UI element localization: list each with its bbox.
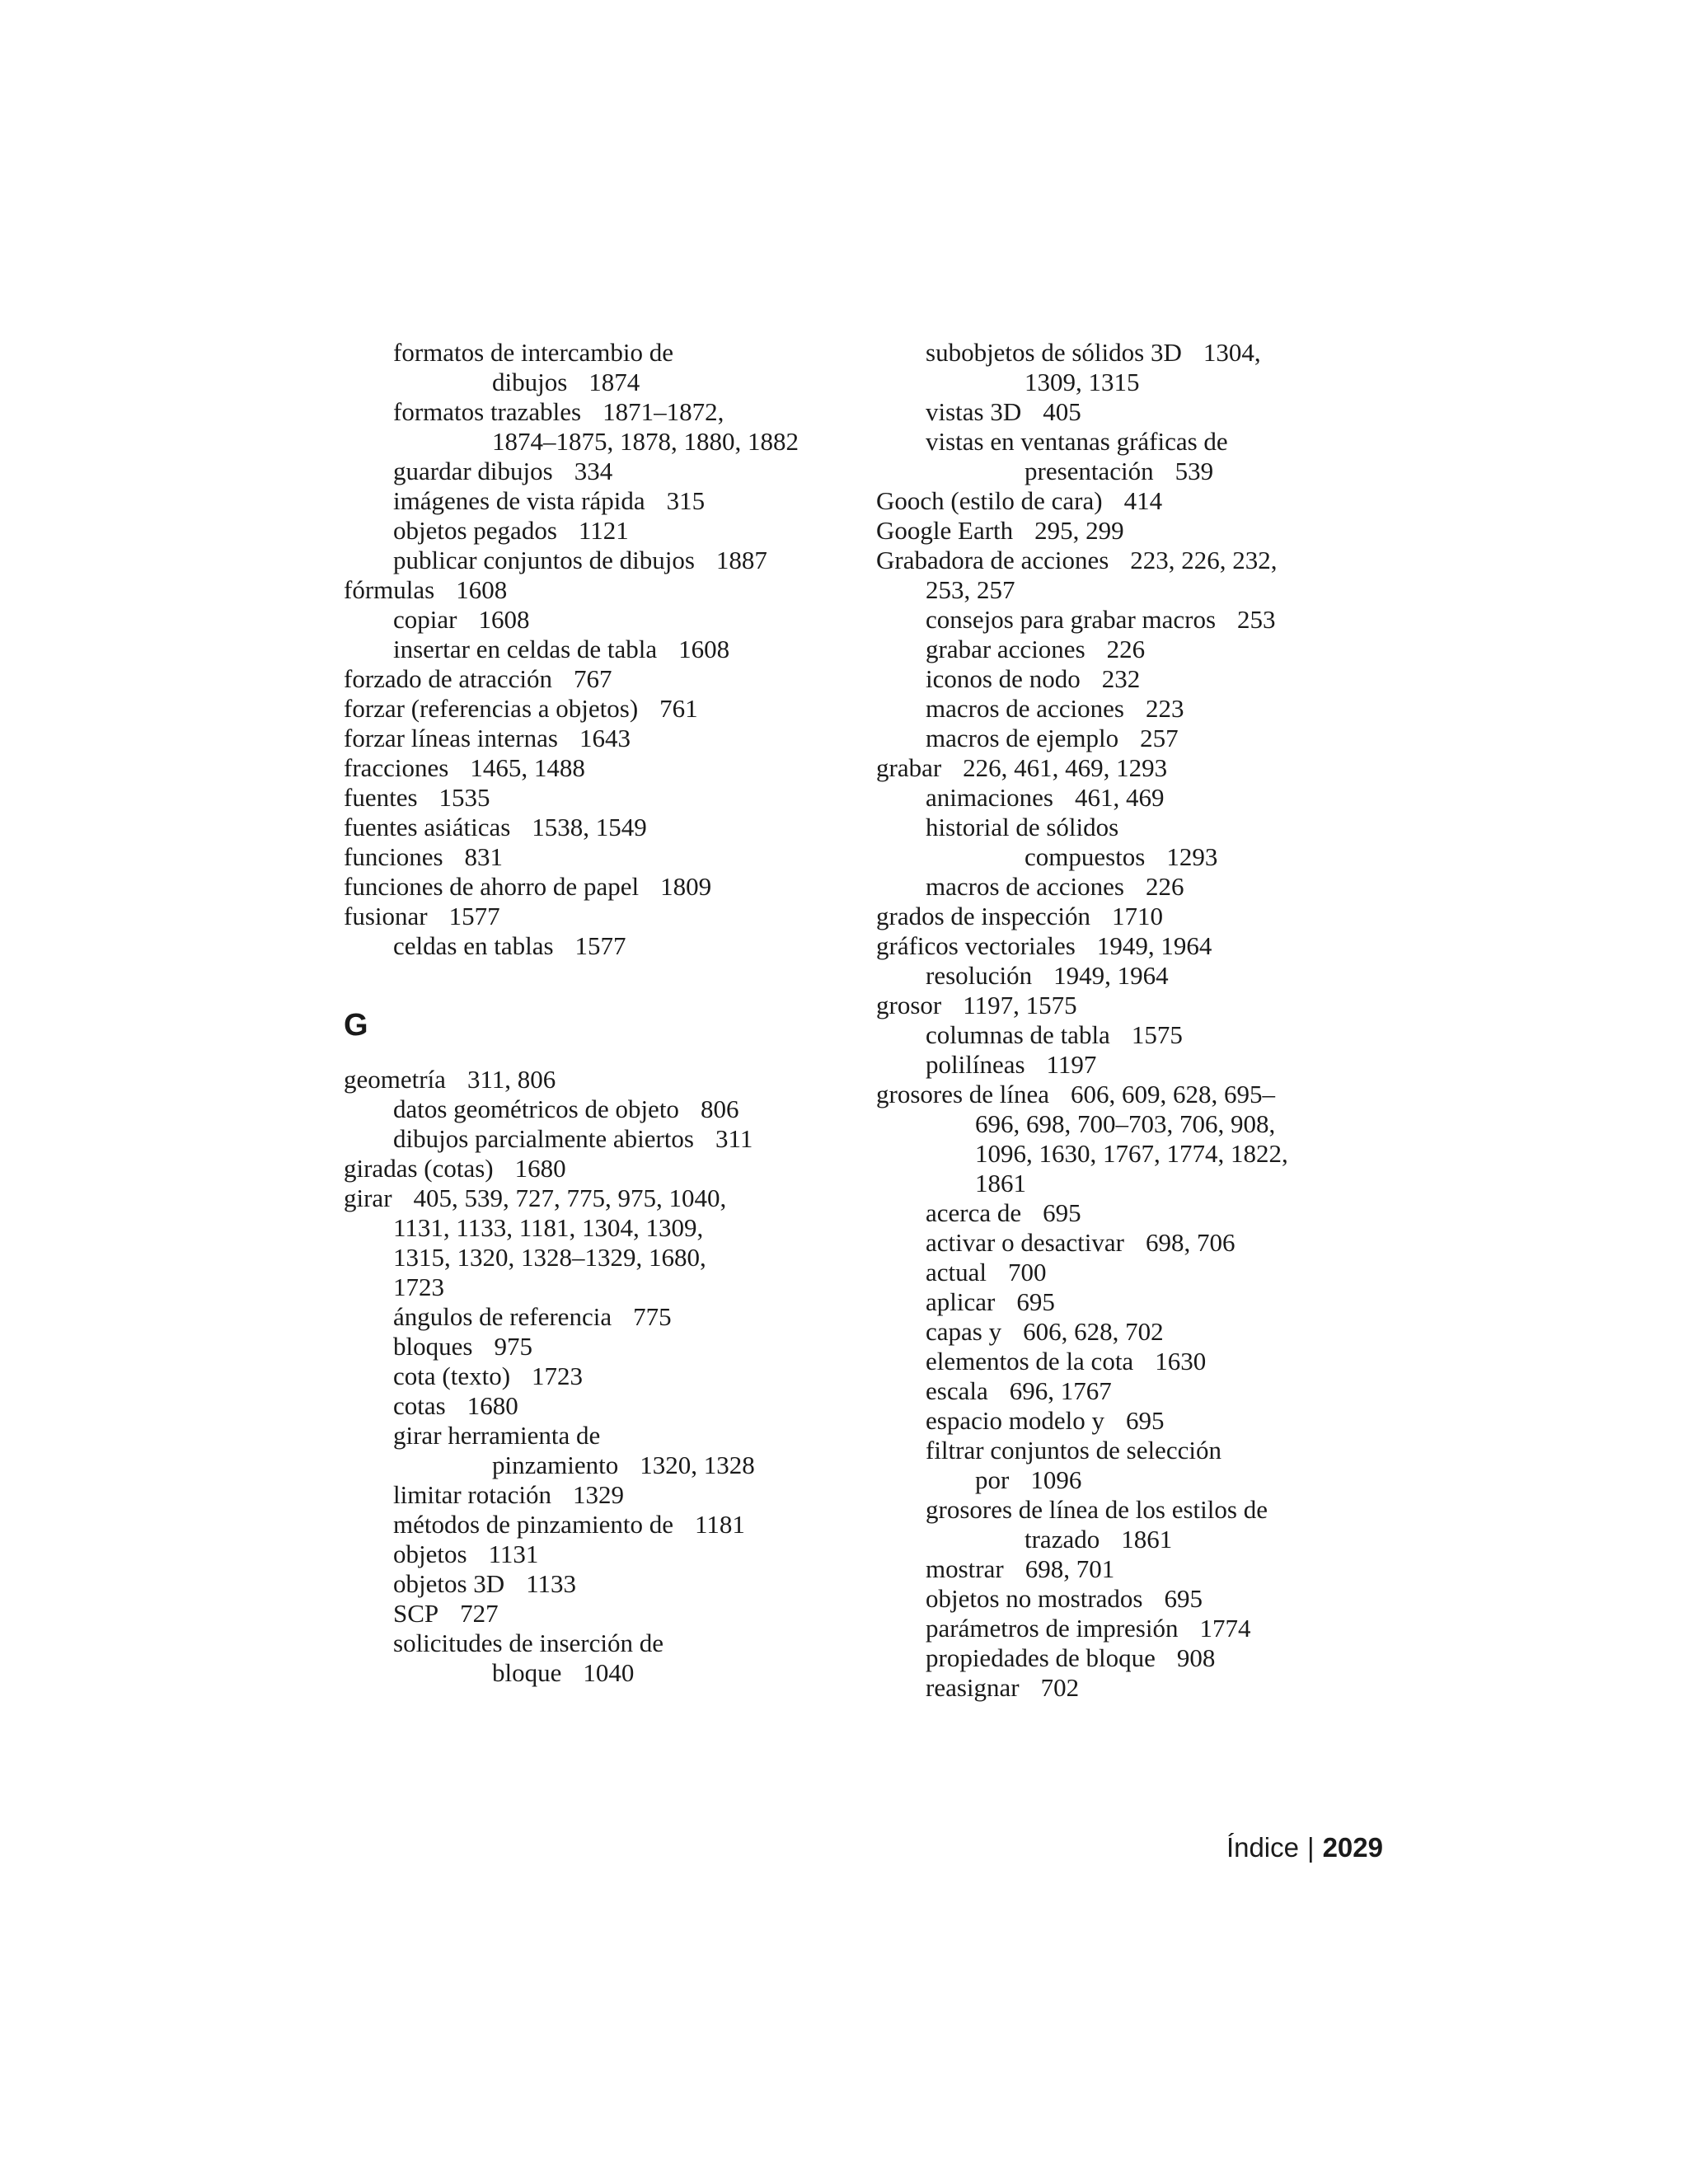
index-term: vistas en ventanas gráficas de [926,427,1228,456]
index-subentry [393,1599,855,1629]
index-subentry [393,546,855,575]
page-footer [1226,1831,1383,1864]
index-page-refs: 698, 706 [1145,1228,1236,1257]
index-entry [876,486,1387,516]
index-subentry [393,1569,855,1599]
index-term: mostrar [926,1554,1004,1583]
index-subentry [393,1629,855,1688]
index-entry [876,991,1387,1020]
index-term: datos geométricos de objeto [393,1094,679,1123]
index-term: espacio modelo y [926,1406,1104,1435]
index-term: filtrar conjuntos de selección [926,1436,1221,1465]
index-term: giradas (cotas) [344,1154,494,1183]
index-term: ángulos de referencia [393,1302,612,1331]
index-term: aplicar [926,1287,996,1316]
index-column-right [876,338,1387,1703]
index-entry [344,753,855,783]
index-subentry [926,605,1387,635]
index-page-refs: 702 [1040,1673,1080,1702]
index-page-refs: 1643 [579,724,631,752]
index-term: formatos trazables [393,397,582,426]
index-entry [344,724,855,753]
index-subentry [926,724,1387,753]
index-subentry [926,1228,1387,1258]
index-page-refs-continued: 1874–1875, 1878, 1880, 1882 [492,427,799,456]
index-term: columnas de tabla [926,1020,1110,1049]
index-entry [876,753,1387,783]
index-subentry [393,397,855,457]
index-entry [344,872,855,902]
index-subentry [926,694,1387,724]
index-page-refs-continued: 1315, 1320, 1328–1329, 1680, [393,1243,706,1272]
index-subentry [926,1495,1387,1554]
index-subentry [393,1302,855,1332]
index-term: girar herramienta de [393,1421,601,1450]
index-subentry [393,931,855,961]
index-term: copiar [393,605,457,634]
index-term: gráficos vectoriales [876,931,1076,960]
index-page-refs: 295, 299 [1034,516,1124,545]
index-term: Google Earth [876,516,1014,545]
index-term-continuation: compuestos [1025,842,1146,871]
index-subentry [926,338,1387,397]
index-subentry [393,1094,855,1124]
index-page-refs: 1197 [1046,1050,1097,1079]
footer-separator: | [1307,1832,1315,1863]
index-page-refs: 1538, 1549 [532,813,647,841]
index-page-refs: 311 [715,1124,753,1153]
index-page-refs: 1577 [574,931,626,960]
index-subentry [926,1584,1387,1614]
index-subentry [393,1510,855,1540]
index-page-refs: 1577 [448,902,500,930]
index-page-refs: 311, 806 [467,1065,556,1094]
index-entry [344,1183,855,1302]
index-term: escala [926,1376,988,1405]
index-page-refs: 1630 [1155,1347,1207,1376]
index-term-continuation: trazado [1025,1525,1100,1554]
index-term: activar o desactivar [926,1228,1124,1257]
index-page-refs-continued: 253, 257 [926,575,1015,604]
index-entry [876,931,1387,961]
index-page-refs: 767 [574,664,612,693]
index-term: insertar en celdas de tabla [393,635,658,663]
index-term: objetos 3D [393,1569,505,1598]
index-page-refs: 975 [494,1332,532,1361]
index-term: forzado de atracción [344,664,553,693]
index-term: imágenes de vista rápida [393,486,645,515]
index-page-refs: 775 [633,1302,672,1331]
index-term: objetos [393,1540,467,1568]
index-entry [876,516,1387,546]
index-page-refs: 334 [574,457,613,485]
index-entry [344,664,855,694]
index-subentry [926,1614,1387,1643]
index-term: funciones de ahorro de papel [344,872,640,901]
index-page-refs: 761 [659,694,698,723]
index-term: macros de ejemplo [926,724,1119,752]
index-subentry [393,338,855,397]
index-term: macros de acciones [926,694,1124,723]
index-page-refs-continued: 1131, 1133, 1181, 1304, 1309, [393,1213,704,1242]
index-subentry [393,1124,855,1154]
index-page-refs: 606, 609, 628, 695– [1071,1080,1276,1108]
index-term: geometría [344,1065,446,1094]
index-page-refs: 1465, 1488 [470,753,585,782]
index-subentry [926,664,1387,694]
index-subentry [393,486,855,516]
index-term: fuentes [344,783,418,812]
index-term: cota (texto) [393,1361,511,1390]
index-subentry [926,1673,1387,1703]
index-term: grados de inspección [876,902,1090,930]
index-subentry [926,1020,1387,1050]
index-page-refs: 1320, 1328 [640,1451,755,1479]
index-page-refs-continued: 1309, 1315 [1025,368,1140,396]
index-page-refs: 226 [1106,635,1146,663]
index-page-refs: 223, 226, 232, [1130,546,1278,574]
index-subentry [393,1332,855,1361]
index-term-continuation: pinzamiento [492,1451,619,1479]
index-page-refs: 806 [700,1094,739,1123]
index-subentry [393,1421,855,1480]
index-term: Gooch (estilo de cara) [876,486,1103,515]
index-term: publicar conjuntos de dibujos [393,546,695,574]
index-entry [344,842,855,872]
index-term: objetos pegados [393,516,557,545]
index-term: animaciones [926,783,1053,812]
index-subentry [393,1361,855,1391]
index-term-continuation: dibujos [492,368,568,396]
index-page-refs: 1874 [588,368,640,396]
index-page-refs: 700 [1008,1258,1047,1286]
index-page-refs: 1723 [532,1361,584,1390]
index-page-refs: 695 [1043,1198,1081,1227]
index-page-refs: 226, 461, 469, 1293 [963,753,1168,782]
index-page-refs: 1887 [715,546,767,574]
index-page-refs: 1710 [1111,902,1163,930]
index-term: grosor [876,991,942,1019]
index-term: propiedades de bloque [926,1643,1156,1672]
index-subentry [393,635,855,664]
index-term: macros de acciones [926,872,1124,901]
index-term: vistas 3D [926,397,1022,426]
index-subentry [393,516,855,546]
index-subentry [926,961,1387,991]
index-page-refs: 1197, 1575 [963,991,1077,1019]
index-subentry [393,457,855,486]
index-term: SCP [393,1599,439,1628]
index-page-refs: 727 [460,1599,499,1628]
index-term: fracciones [344,753,449,782]
index-page-refs: 226 [1146,872,1184,901]
index-term: objetos no mostrados [926,1584,1143,1613]
index-subentry [926,1317,1387,1347]
index-page-refs: 405, 539, 727, 775, 975, 1040, [413,1183,727,1212]
index-term: elementos de la cota [926,1347,1134,1376]
index-subentry [926,1287,1387,1317]
index-term: grabar acciones [926,635,1085,663]
index-page-refs: 698, 701 [1025,1554,1115,1583]
index-page-refs: 1608 [456,575,508,604]
index-page-refs: 539 [1175,457,1214,485]
index-subentry [926,813,1387,872]
index-term: resolución [926,961,1033,990]
index-term: solicitudes de inserción de [393,1629,663,1657]
index-term: reasignar [926,1673,1020,1702]
index-term: forzar líneas internas [344,724,558,752]
index-subentry [926,1198,1387,1228]
index-term: guardar dibujos [393,457,553,485]
index-page-refs: 1181 [695,1510,745,1539]
index-page-refs: 253 [1237,605,1276,634]
index-page-refs: 696, 1767 [1009,1376,1112,1405]
index-page-refs: 1949, 1964 [1053,961,1169,990]
index-subentry [926,397,1387,427]
index-page-refs: 405 [1043,397,1081,426]
index-term: grosores de línea [876,1080,1050,1108]
index-term: parámetros de impresión [926,1614,1179,1643]
index-term: polilíneas [926,1050,1025,1079]
index-term: métodos de pinzamiento de [393,1510,674,1539]
index-term-continuation: por [975,1465,1010,1494]
index-page-refs: 606, 628, 702 [1023,1317,1164,1346]
footer-section-title: Índice [1226,1832,1299,1863]
index-subentry [926,783,1387,813]
index-entry [344,694,855,724]
index-page-refs: 1131 [488,1540,539,1568]
index-letter-heading: G [344,1008,368,1043]
index-subentry [393,1391,855,1421]
index-page-refs: 1133 [526,1569,577,1598]
index-page-refs: 1680 [514,1154,566,1183]
index-page-refs-continued: 696, 698, 700–703, 706, 908, [975,1109,1276,1138]
index-term: dibujos parcialmente abiertos [393,1124,694,1153]
index-page-refs: 695 [1125,1406,1165,1435]
index-term: fusionar [344,902,428,930]
index-page-refs: 1680 [467,1391,518,1420]
index-term: fórmulas [344,575,435,604]
index-page-refs: 1949, 1964 [1096,931,1212,960]
index-page-refs: 1871–1872, [603,397,724,426]
index-term: subobjetos de sólidos 3D [926,338,1182,367]
index-page-refs: 908 [1176,1643,1216,1672]
index-page-refs-continued: 1096, 1630, 1767, 1774, 1822, [975,1139,1288,1168]
index-page-refs: 1774 [1199,1614,1251,1643]
index-entry [876,902,1387,931]
index-entry [344,783,855,813]
index-page-refs: 695 [1164,1584,1203,1613]
index-page-refs: 1040 [583,1658,635,1687]
index-page-refs: 1608 [678,635,730,663]
index-term: acerca de [926,1198,1022,1227]
index-subentry [926,1406,1387,1436]
index-page-refs: 1121 [578,516,629,545]
index-term-continuation: presentación [1025,457,1154,485]
index-page-refs: 1535 [438,783,490,812]
index-subentry [393,1480,855,1510]
index-subentry [926,872,1387,902]
index-entry [876,1080,1387,1198]
index-term: actual [926,1258,987,1286]
index-page-refs-continued: 1861 [975,1169,1026,1197]
index-page-refs: 1096 [1030,1465,1082,1494]
index-page-refs: 831 [464,842,504,871]
index-term: grosores de línea de los estilos de [926,1495,1268,1524]
index-entry [344,575,855,605]
index-term: fuentes asiáticas [344,813,511,841]
index-page-refs: 257 [1140,724,1179,752]
index-term: celdas en tablas [393,931,554,960]
index-page-refs: 1575 [1131,1020,1183,1049]
index-entry [344,902,855,931]
index-page-refs: 315 [666,486,706,515]
index-term: funciones [344,842,443,871]
index-term-continuation: bloque [492,1658,562,1687]
index-page-refs: 1329 [572,1480,624,1509]
index-subentry [926,1258,1387,1287]
index-subentry [926,1554,1387,1584]
index-entry [344,1065,855,1094]
index-subentry [393,605,855,635]
index-subentry [393,1540,855,1569]
index-term: iconos de nodo [926,664,1081,693]
index-column-left [344,338,855,1688]
index-subentry [926,1643,1387,1673]
index-term: Grabadora de acciones [876,546,1109,574]
index-subentry [926,1376,1387,1406]
index-subentry [926,635,1387,664]
index-term: formatos de intercambio de [393,338,674,367]
index-subentry [926,1347,1387,1376]
index-subentry [926,1050,1387,1080]
index-subentry [926,1436,1387,1495]
index-page-refs: 414 [1123,486,1163,515]
index-page-refs: 1809 [660,872,712,901]
index-page-refs: 1861 [1121,1525,1173,1554]
index-page-refs: 1293 [1166,842,1218,871]
index-page-refs: 461, 469 [1074,783,1165,812]
index-entry [344,813,855,842]
index-term: forzar (referencias a objetos) [344,694,639,723]
index-page-refs: 1304, [1203,338,1261,367]
index-term: historial de sólidos [926,813,1119,841]
index-term: consejos para grabar macros [926,605,1217,634]
index-page-refs: 695 [1016,1287,1055,1316]
index-page-refs: 1608 [478,605,530,634]
index-page-refs: 223 [1146,694,1184,723]
index-subentry [926,427,1387,486]
index-term: limitar rotación [393,1480,551,1509]
footer-page-number: 2029 [1322,1832,1383,1863]
index-entry [344,1154,855,1183]
index-page-refs: 232 [1101,664,1141,693]
index-term: girar [344,1183,392,1212]
index-page-refs-continued: 1723 [393,1272,444,1301]
index-entry [876,546,1387,605]
index-term: capas y [926,1317,1002,1346]
index-term: grabar [876,753,942,782]
index-term: cotas [393,1391,446,1420]
index-term: bloques [393,1332,473,1361]
